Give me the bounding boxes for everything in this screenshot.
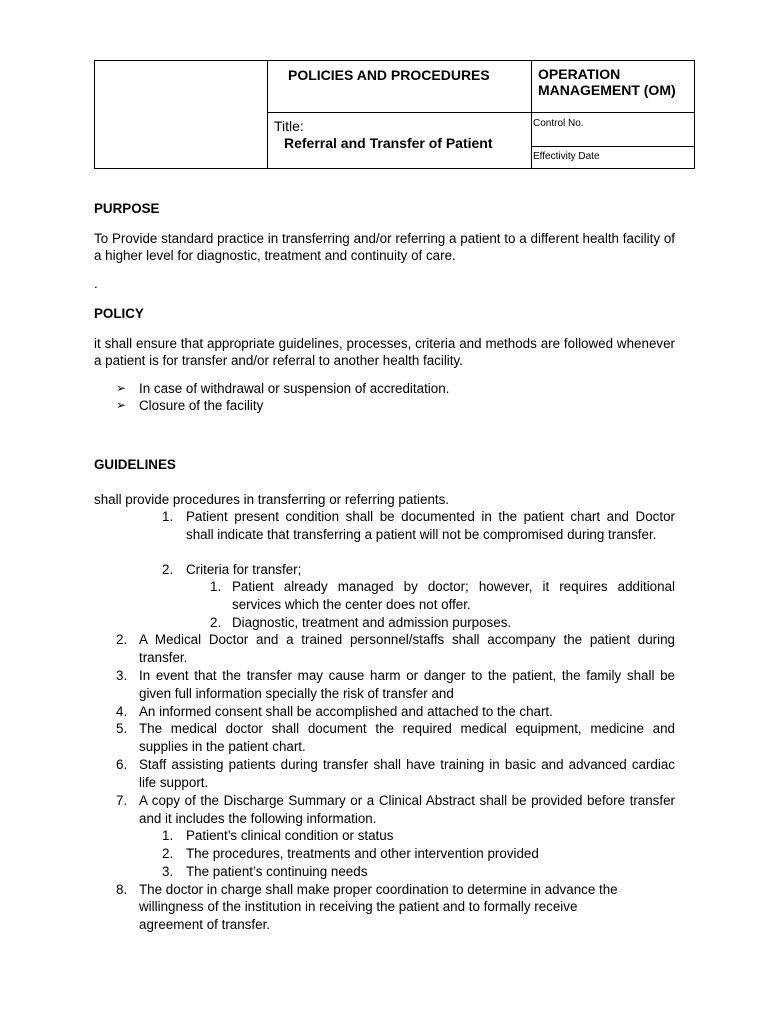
guideline-item-line: agreement of transfer. <box>139 917 271 932</box>
guidelines-heading: GUIDELINES <box>94 457 176 472</box>
title-label: Title: <box>274 118 304 134</box>
policy-bullet: Closure of the facility <box>139 398 264 413</box>
list-number: 1. <box>210 579 222 594</box>
guidelines-intro: shall provide procedures in transferring or referring patients. <box>94 492 450 507</box>
criteria-item-text: Patient already managed by doctor; however, it requires additional services which the center does not offer. <box>232 579 675 612</box>
header-divider <box>267 61 268 168</box>
om-title-line1: OPERATION <box>538 66 621 82</box>
list-number: 7. <box>116 793 128 808</box>
list-number: 2. <box>116 632 128 647</box>
guideline-item-text: In event that the transfer may cause harm or danger to the patient, the family shall be given full information specially the risk of transfer and <box>139 668 675 701</box>
guideline-item-text: Patient present condition shall be documented in the patient chart and Doctor shall indicate that transferring a patient will not be compromised during transfer. <box>186 509 675 542</box>
header-divider <box>531 61 532 168</box>
list-number: 6. <box>116 757 128 772</box>
stray-dot: . <box>94 276 98 291</box>
guideline-item-text: The medical doctor shall document the required medical equipment, medicine and supplies in the patient chart. <box>139 721 675 754</box>
abstract-item-text: The patient’s continuing needs <box>186 864 368 879</box>
list-number: 1. <box>162 828 174 843</box>
effectivity-date-label: Effectivity Date <box>533 151 600 162</box>
guideline-item-text: Criteria for transfer; <box>186 562 302 577</box>
arrow-bullet-icon: ➢ <box>116 381 127 395</box>
list-number: 4. <box>116 704 128 719</box>
guideline-item-line: The doctor in charge shall make proper coordination to determine in advance the <box>139 882 618 897</box>
list-number: 3. <box>162 864 174 879</box>
control-no-label: Control No. <box>533 118 584 129</box>
guideline-item-text: Staff assisting patients during transfer shall have training in basic and advanced cardiac life support. <box>139 757 675 790</box>
abstract-item-text: Patient’s clinical condition or status <box>186 828 394 843</box>
header-divider <box>267 112 694 113</box>
list-number: 5. <box>116 721 128 736</box>
document-title: Referral and Transfer of Patient <box>284 135 493 151</box>
criteria-item-text: Diagnostic, treatment and admission purposes. <box>232 615 512 630</box>
policy-bullet: In case of withdrawal or suspension of accreditation. <box>139 381 450 396</box>
arrow-bullet-icon: ➢ <box>116 398 127 412</box>
list-number: 8. <box>116 882 128 897</box>
header-divider <box>531 146 694 147</box>
list-number: 3. <box>116 668 128 683</box>
purpose-heading: PURPOSE <box>94 201 160 216</box>
purpose-text: To Provide standard practice in transferring and/or referring a patient to a different health facility of a higher level for diagnostic, treatment and continuity of care. <box>94 231 675 264</box>
guideline-item-text: A Medical Doctor and a trained personnel/staffs shall accompany the patient during transfer. <box>139 632 675 665</box>
guideline-item-text: A copy of the Discharge Summary or a Clinical Abstract shall be provided before transfer and it includes the following information. <box>139 793 675 826</box>
list-number: 2. <box>162 562 174 577</box>
guideline-item-line: willingness of the institution in receiving the patient and to formally receive <box>139 899 578 914</box>
list-number: 2. <box>162 846 174 861</box>
policies-title: POLICIES AND PROCEDURES <box>288 67 490 83</box>
list-number: 2. <box>210 615 222 630</box>
om-title-line2: MANAGEMENT (OM) <box>538 82 676 98</box>
abstract-item-text: The procedures, treatments and other intervention provided <box>186 846 539 861</box>
list-number: 1. <box>162 509 174 524</box>
guideline-item-text: An informed consent shall be accomplished and attached to the chart. <box>139 704 553 719</box>
policy-heading: POLICY <box>94 306 144 321</box>
policy-text: it shall ensure that appropriate guidelines, processes, criteria and methods are followed whenever a patient is for transfer and/or referral to another health facility. <box>94 336 675 369</box>
